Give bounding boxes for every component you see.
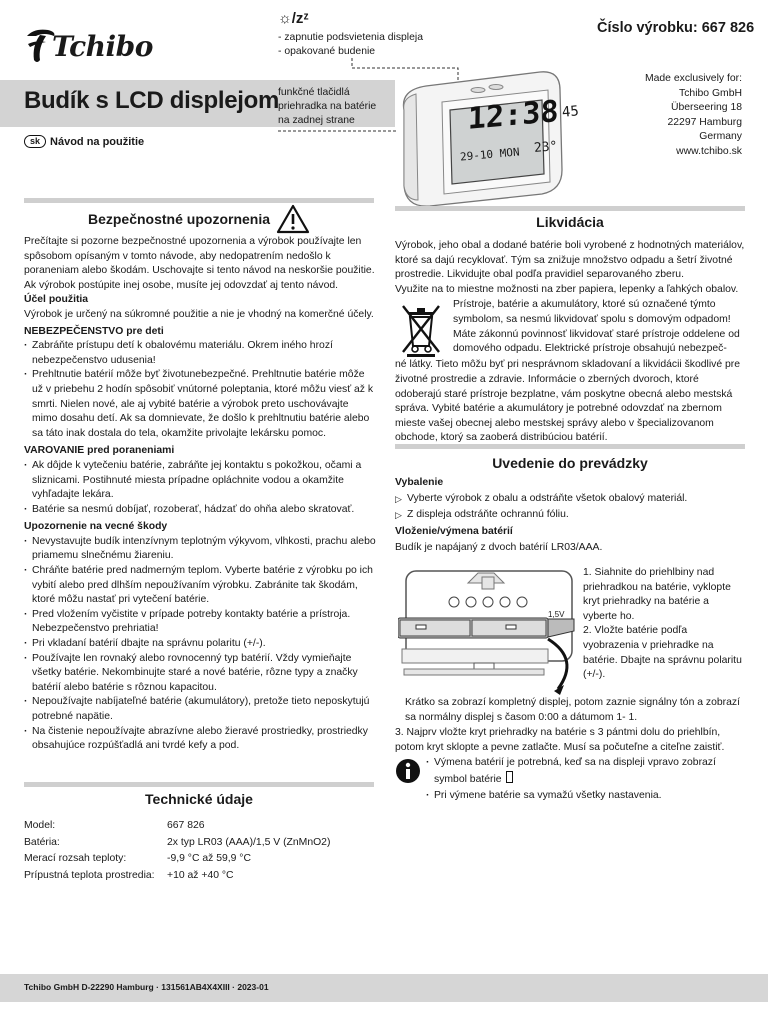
address-line: 22297 Hamburg — [667, 116, 742, 128]
battery-compartment-illustration — [398, 565, 580, 695]
product-number: Číslo výrobku: 667 826 — [597, 20, 755, 36]
battery-icon — [506, 771, 513, 783]
tech-heading: Technické údaje — [145, 791, 253, 807]
address-block — [600, 72, 742, 160]
safety-heading-row — [24, 204, 374, 234]
callout-line-bottom — [278, 127, 398, 135]
damage-item: · Chráňte batérie pred nadmerným teplom. Vyberte batérie z výrobku po ich vybití alebo pred dlhším nepoužívaním výrobku. Zabránite tak škodám, ktoré môžu nastať pri vytečení batérie. — [24, 564, 376, 608]
danger-item: · Zabráňte prístupu detí k obalovému materiálu. Okrem iného hrozí nebezpečenstvo udusenia! — [24, 339, 376, 368]
section-rule — [395, 444, 745, 449]
info-note-1: Výmena batérií je potrebná, keď sa na displeji vpravo zobrazí symbol batérie — [434, 757, 716, 785]
tech-label: Merací rozsah teploty: — [24, 853, 127, 865]
address-line: Tchibo GmbH — [679, 87, 742, 99]
warning-triangle-icon — [276, 204, 310, 234]
tech-label: Prípustná teplota prostredia: — [24, 869, 155, 881]
battery-intro: Budík je napájaný z dvoch batérií LR03/AAA. — [395, 541, 603, 553]
battery-step-2: 2. Vložte batérie podľa vyobrazenia v priehradke na batérie. Dbajte na správnu polaritu (+/-). — [583, 625, 742, 681]
brand-name: Tchibo — [52, 30, 153, 63]
section-rule — [24, 782, 374, 787]
setup-heading: Uvedenie do prevádzky — [492, 455, 648, 471]
tech-value: +10 až +40 °C — [167, 869, 234, 881]
damage-item: · Pred vložením vyčistite v prípade potreby kontakty batérie a prístroja. Nebezpečenstvo prehriatia! — [24, 608, 376, 637]
address-line: Überseering 18 — [670, 102, 742, 114]
section-rule — [395, 206, 745, 211]
unpack-step: ▷ Vyberte výrobok z obalu a odstráňte všetok obalový materiál. — [395, 491, 745, 507]
crossed-bin-icon — [395, 300, 447, 358]
address-line: Germany — [699, 131, 742, 143]
damage-item: · Nepoužívajte nabíjateľné batérie (akumulátory), pretože tieto neposkytujú potrebné napätie. — [24, 695, 376, 724]
footer-text: Tchibo GmbH D-22290 Hamburg · 131561AB4X4XIII · 2023-01 — [24, 982, 269, 992]
battery-after: Krátko sa zobrazí kompletný displej, potom zaznie signálny tón a zobrazí sa normálny displej s časom 0:00 a dátumom 1- 1. — [405, 697, 740, 723]
info-notes — [426, 756, 744, 804]
feature-backlight: - zapnutie podsvietenia displeja — [278, 32, 423, 43]
damage-item: · Na čistenie nepoužívajte abrazívne alebo žieravé prostriedky, prostriedky obsahujúce rozpúšťadlá ani tvrdé kefy a pod. — [24, 725, 376, 754]
tech-value: 2x typ LR03 (AAA)/1,5 V (ZnMnO2) — [167, 836, 331, 848]
info-note-2: · Pri výmene batérie sa vymažú všetky nastavenia. — [426, 789, 744, 804]
damage-item: · Pri vkladaní batérií dbajte na správnu polaritu (+/-). — [24, 637, 376, 652]
callout-battery: priehradka na batérie — [278, 101, 377, 112]
disposal-p3b: né látky. Tieto môžu byť pri nesprávnom skladovaní a likvidácii škodlivé pre životné prostredie a zdravie. Informácie o zberných dvoroch, ktoré odoberajú staré prístroje bezplatne, vám poskytne obecná alebo mestská správa. Vybité batérie a akumulátory je potrebné odovzdať na zbernom mieste vašej obecnej alebo mestskej správy alebo v špecializovanom obchode, ktorý sa zaoberá distribúciou batérií. — [395, 359, 741, 444]
tech-row — [24, 868, 376, 885]
tech-row — [24, 851, 376, 868]
unpack-heading: Vybalenie — [395, 477, 444, 488]
info-note-row — [426, 756, 744, 787]
tech-row — [24, 818, 376, 835]
section-rule — [24, 198, 374, 203]
disposal-body — [395, 239, 745, 446]
disposal-p2: Využite na to miestne možnosti na zber papiera, lepenky a ľahkých obalov. — [395, 283, 739, 295]
clock-time: 12:38 — [467, 94, 559, 137]
warning-heading: VAROVANIE pred poraneniami — [24, 445, 175, 457]
damage-heading: Upozornenie na vecné škody — [24, 521, 168, 533]
purpose-heading: Účel použitia — [24, 294, 89, 306]
safety-intro: Prečítajte si pozorne bezpečnostné upozornenia a výrobok používajte len spôsobom opísaným v tomto návode, aby nedopatrením nedošlo k poraneniam alebo škodám. Uschovajte si tento návod na neskoršie použitie. Ak výrobok postúpite inej osobe, musíte jej odovzdať aj tento návod. — [24, 236, 375, 291]
address-line: Made exclusively for: — [644, 73, 742, 84]
danger-heading: NEBEZPEČENSTVO pre deti — [24, 325, 164, 337]
page-title: Budík s LCD displejom — [24, 87, 280, 114]
clock-seconds: 45 — [561, 103, 580, 121]
tech-value: 667 826 — [167, 820, 205, 831]
safety-body — [24, 235, 376, 754]
feature-snooze: - opakované budenie — [278, 46, 376, 57]
tech-row — [24, 835, 376, 852]
callout-back: na zadnej strane — [278, 115, 355, 126]
manual-label: Návod na použitie — [50, 135, 145, 148]
battery-step-1: 1. Siahnite do priehlbiny nad priehradkou na batérie, vyklopte kryt priehradky na batérie a vyberte ho. — [583, 567, 731, 622]
language-badge: sk — [24, 135, 46, 148]
damage-item: · Nevystavujte budík intenzívnym teplotným výkyvom, vlhkosti, prachu alebo priamemu slnečnému žiareniu. — [24, 535, 376, 564]
tech-label: Batéria: — [24, 836, 60, 848]
battery-heading: Vloženie/výmena batérií — [395, 525, 513, 537]
battery-steps — [583, 566, 745, 683]
damage-item: · Používajte len rovnaký alebo rovnocenný typ batérií. Vždy vymieňajte všetky batérie. Nekombinujte staré a nové batérie, rôzne typy a značky batérií alebo batérie s rôznou kapacitou. — [24, 652, 376, 696]
clock-temperature: 23° — [533, 139, 559, 156]
manual-label-row — [24, 135, 144, 148]
warning-item: · Batérie sa nesmú dobíjať, rozoberať, hádzať do ohňa alebo skratovať. — [24, 503, 376, 518]
purpose-text: Výrobok je určený na súkromné použitie a nie je vhodný na komerčné účely. — [24, 308, 374, 320]
disposal-heading: Likvidácia — [536, 214, 604, 230]
clock-date: 29-10 MON — [459, 145, 521, 164]
website-link[interactable]: www.tchibo.sk — [676, 145, 742, 157]
battery-voltage-label: 1,5V — [548, 610, 565, 619]
weee-row — [395, 298, 745, 358]
tech-label: Model: — [24, 820, 56, 831]
warning-item: · Ak dôjde k vytečeniu batérie, zabráňte jej kontaktu s pokožkou, očami a sliznicami. Postihnuté miesta prípadne opláchnite vodou a okamžite vyhľadajte lekára. — [24, 459, 376, 503]
battery-step-3: 3. Najprv vložte kryt priehradky na batérie s 3 pántmi dolu do priehlbín, potom kryt sklopte a pevne zatlačte. Musí sa počuteľne a citeľne zaistiť. — [395, 727, 725, 753]
danger-item: · Prehltnutie batérií môže byť životunebezpečné. Prehltnutie batérie môže už v priebehu 2 hodín spôsobiť vnútorné poleptania, ktoré môžu viesť až k smrti. Nielen nové, ale aj vybité batérie a výrobok preto uschovávajte mimo dosahu detí. Ak sa domnievate, že došlo k prehltnutiu batérie alebo sa táto inak dostala do tela, okamžite privolajte lekársku pomoc. — [24, 368, 376, 441]
tchibo-logo — [24, 24, 174, 64]
unpack-step: ▷ Z displeja odstráňte ochrannú fóliu. — [395, 507, 745, 523]
tech-table — [24, 818, 376, 884]
safety-heading: Bezpečnostné upozornenia — [87, 211, 271, 227]
info-icon — [395, 758, 421, 784]
disposal-p1: Výrobok, jeho obal a dodané batérie boli vyrobené z hodnotných materiálov, ktoré sa dajú recyklovať. Tým sa znižuje množstvo odpadu a šetrí životné prostredie. Likvidujte obal podľa pravidiel separovaného zberu. — [395, 240, 745, 281]
backlight-snooze-icon: ☼/zᶻ — [278, 10, 309, 27]
tech-value: -9,9 °C až 59,9 °C — [167, 853, 251, 865]
callout-buttons: funkčné tlačidlá — [278, 87, 350, 98]
setup-body — [395, 475, 745, 556]
disposal-p3a: Prístroje, batérie a akumulátory, ktoré sú označené týmto symbolom, sa nesmú likvidovať spolu s domovým odpadom! Máte zákonnú povinnosť likvidovať staré prístroje oddelene od domového odpadu. Elektrické prístroje obsahujú nebezpeč- — [453, 299, 740, 355]
